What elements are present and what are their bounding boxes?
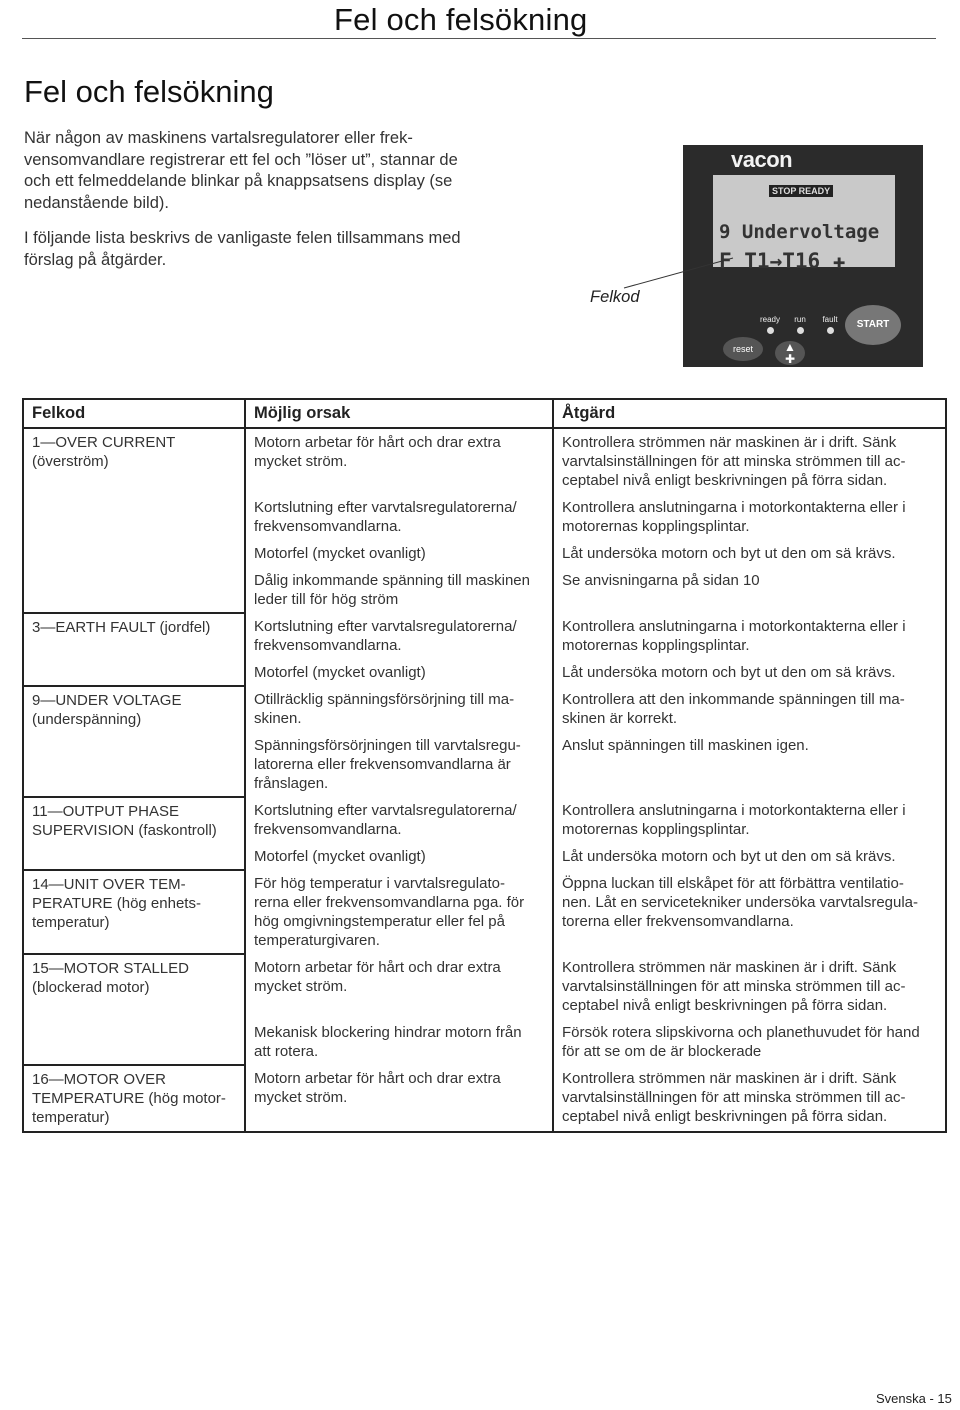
keypad-display-line: 9 Undervoltage xyxy=(719,221,880,243)
cause-cell: Kortslutning efter varvtalsregulatorerna/ frekvensomvandlarna. xyxy=(245,494,553,540)
callout-leader-line xyxy=(0,0,960,400)
cause-cell: Motorn arbetar för hårt och drar extra mycket ström. xyxy=(245,1065,553,1132)
action-cell: Kontrollera att den inkommande spänningen till ma- skinen är korrekt. xyxy=(553,686,946,732)
page-title: Fel och felsökning xyxy=(24,74,274,109)
cause-cell: Motorn arbetar för hårt och drar extra mycket ström. xyxy=(245,428,553,494)
fault-table-body xyxy=(23,428,946,1132)
column-header-orsak: Möjlig orsak xyxy=(245,399,553,428)
action-cell: Låt undersöka motorn och byt ut den om sä krävs. xyxy=(553,540,946,567)
intro-paragraph: I följande lista beskrivs de vanligaste felen tillsammans med förslag på åtgärder. xyxy=(24,229,461,269)
table-header-row xyxy=(23,399,946,428)
fault-code-cell: 14—UNIT OVER TEM- PERATURE (hög enhets- temperatur) xyxy=(23,870,245,954)
cause-cell: För hög temperatur i varvtalsregulato- rerna eller frekvensomvandlarna pga. för hög omgivningstemperatur eller fel på temperaturgivaren. xyxy=(245,870,553,954)
fault-code-cell: 11—OUTPUT PHASE SUPERVISION (faskontroll) xyxy=(23,797,245,870)
cause-cell: Otillräcklig spänningsförsörjning till ma- skinen. xyxy=(245,686,553,732)
table-row xyxy=(23,870,946,954)
cause-cell: Motorfel (mycket ovanligt) xyxy=(245,540,553,567)
fault-code-cell: 1—OVER CURRENT (överström) xyxy=(23,428,245,613)
cause-cell: Dålig inkommande spänning till maskinen leder till för hög ström xyxy=(245,567,553,613)
action-cell: Kontrollera strömmen när maskinen är i drift. Sänk varvtalsinställningen för att minska strömmen till ac- ceptabel nivå enligt beskrivningen på förra sidan. xyxy=(553,428,946,494)
table-row xyxy=(23,1065,946,1132)
keypad-reset-button: reset xyxy=(723,337,763,361)
action-cell: Se anvisningarna på sidan 10 xyxy=(553,567,946,613)
keypad-brand-logo: vacon xyxy=(731,147,793,172)
action-cell: Öppna luckan till elskåpet för att förbättra ventilatio- nen. Låt en servicetekniker undersöka varvtalsregula- torerna eller frekvensomvandlarna. xyxy=(553,870,946,954)
table-row xyxy=(23,797,946,843)
cause-cell: Mekanisk blockering hindrar motorn från att rotera. xyxy=(245,1019,553,1065)
led-ready: ready xyxy=(755,315,785,334)
keypad-status-indicator: STOP READY xyxy=(769,185,833,197)
column-header-atgard: Åtgärd xyxy=(553,399,946,428)
cause-cell: Motorn arbetar för hårt och drar extra mycket ström. xyxy=(245,954,553,1019)
cause-cell: Spänningsförsörjningen till varvtalsregu- latorerna eller frekvensomvandlarna är frånslagen. xyxy=(245,732,553,797)
led-fault: fault xyxy=(815,315,845,334)
cause-cell: Kortslutning efter varvtalsregulatorerna/ frekvensomvandlarna. xyxy=(245,797,553,843)
table-row xyxy=(23,613,946,659)
fault-code-cell: 15—MOTOR STALLED (blockerad motor) xyxy=(23,954,245,1065)
action-cell: Kontrollera anslutningarna i motorkontakterna eller i motorernas kopplingsplintar. xyxy=(553,797,946,843)
table-row xyxy=(23,428,946,494)
cause-cell: Kortslutning efter varvtalsregulatorerna/ frekvensomvandlarna. xyxy=(245,613,553,659)
fault-code-cell: 16—MOTOR OVER TEMPERATURE (hög motor- temperatur) xyxy=(23,1065,245,1132)
table-row xyxy=(23,686,946,732)
running-header-title: Fel och felsökning xyxy=(334,2,588,37)
action-cell: Kontrollera anslutningarna i motorkontakterna eller i motorernas kopplingsplintar. xyxy=(553,613,946,659)
table-row xyxy=(23,954,946,1019)
fault-code-cell: 9—UNDER VOLTAGE (underspänning) xyxy=(23,686,245,797)
action-cell: Kontrollera anslutningarna i motorkontakterna eller i motorernas kopplingsplintar. xyxy=(553,494,946,540)
action-cell: Anslut spänningen till maskinen igen. xyxy=(553,732,946,797)
fault-code-cell: 3—EARTH FAULT (jordfel) xyxy=(23,613,245,686)
keypad-navigation-icon: ▲ ✚ xyxy=(775,341,805,365)
action-cell: Försök rotera slipskivorna och planethuvudet för hand för att se om de är blockerade xyxy=(553,1019,946,1065)
action-cell: Kontrollera strömmen när maskinen är i drift. Sänk varvtalsinställningen för att minska strömmen till ac- ceptabel nivå enligt beskrivningen på förra sidan. xyxy=(553,954,946,1019)
action-cell: Låt undersöka motorn och byt ut den om sä krävs. xyxy=(553,659,946,686)
cause-cell: Motorfel (mycket ovanligt) xyxy=(245,659,553,686)
led-run: run xyxy=(785,315,815,334)
fault-table xyxy=(22,398,947,1133)
intro-paragraph: När någon av maskinens vartalsregulatorer eller frek- vensomvandlare registrerar ett fel och ”löser ut”, stannar de och ett felmeddelande blinkar på knappsatsens display (se nedanstående bild). xyxy=(24,129,458,212)
action-cell: Kontrollera strömmen när maskinen är i drift. Sänk varvtalsinställningen för att minska strömmen till ac- ceptabel nivå enligt beskrivningen på förra sidan. xyxy=(553,1065,946,1132)
felkod-callout-label: Felkod xyxy=(590,288,640,306)
keypad-display-line: F T1→T16 ✚ xyxy=(719,249,846,273)
cause-cell: Motorfel (mycket ovanligt) xyxy=(245,843,553,870)
action-cell: Låt undersöka motorn och byt ut den om sä krävs. xyxy=(553,843,946,870)
page-number: Svenska - 15 xyxy=(876,1391,952,1406)
keypad-start-button: START xyxy=(845,305,901,345)
column-header-felkod: Felkod xyxy=(23,399,245,428)
